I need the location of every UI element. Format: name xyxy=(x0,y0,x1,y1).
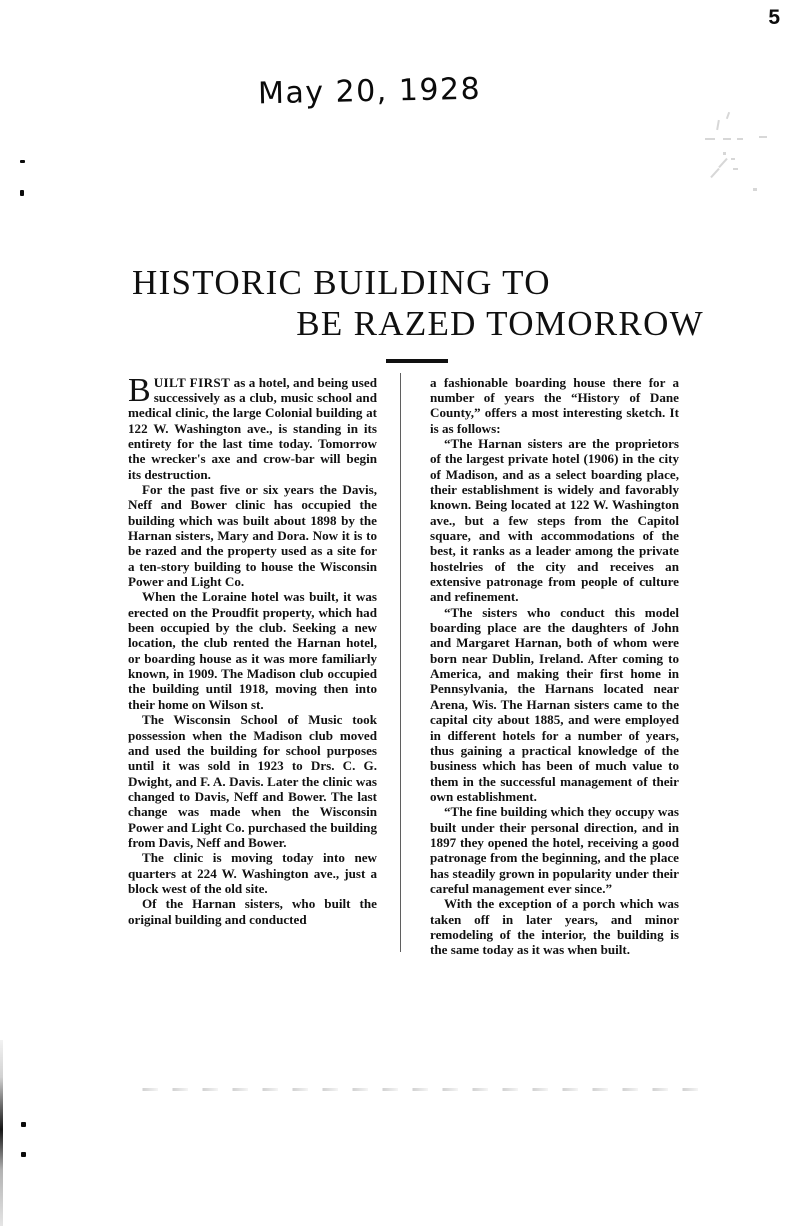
headline-line-1: HISTORIC BUILDING TO xyxy=(132,263,551,302)
paragraph-text: as a hotel, and being used successively as a club, music school and medical clinic, the large Colonial building at 122 W. Washington ave., is standing in its entirety for the last time today. Tomorrow the wrecker's axe and crow-bar will begin its destruction. xyxy=(128,374,377,482)
paragraph: a fashionable boarding house there for a number of years the “History of Dane County,” offers a most interesting sketch. It is as follows: xyxy=(430,374,679,436)
clipping-bottom-edge xyxy=(128,1088,706,1091)
paragraph: The clinic is moving today into new quarters at 224 W. Washington ave., just a block west of the old site. xyxy=(128,850,377,896)
paragraph: “The fine building which they occupy was built under their personal direction, and in 1897 they opened the hotel, receiving a good patronage from the beginning, and the place has steadily grown in popularity under their careful management ever since.” xyxy=(430,804,679,896)
headline-divider-rule xyxy=(386,359,448,363)
lead-in-caps: UILT FIRST xyxy=(153,374,231,390)
article-columns xyxy=(128,371,706,958)
paragraph xyxy=(128,371,377,482)
paragraph: When the Loraine hotel was built, it was erected on the Proudfit property, which had been occupied by the club. Seeking a new location, the club rented the Harnan hotel, or boarding house as it was more familiarly known, in 1909. The Madison club occupied the building until 1918, moving then into their home on Wilson st. xyxy=(128,589,377,712)
paragraph: For the past five or six years the Davis, Neff and Bower clinic has occupied the building which was built about 1898 by the Harnan sisters, Mary and Dora. Now it is to be razed and the property used as a site for a ten-story building to house the Wisconsin Power and Light Co. xyxy=(128,482,377,590)
article-left-column xyxy=(128,371,401,958)
headline-line-2: BE RAZED TOMORROW xyxy=(296,304,704,344)
handwritten-date-text: May 20, 1928 xyxy=(257,71,482,112)
paragraph: “The Harnan sisters are the proprietors of the largest private hotel (1906) in the city of Madison, and as a select boarding place, their establishment is widely and favorably known. Being located at 122 W. Washington ave., but a few steps from the Capitol square, and with accommodations of the best, it ranks as a leader among the private hostelries of the city and receives an extensive patronage from people of culture and refinement. xyxy=(430,435,679,605)
scan-speck xyxy=(20,190,24,196)
scan-speck xyxy=(21,1152,26,1157)
article-headline xyxy=(128,262,706,345)
paragraph: With the exception of a porch which was taken off in later years, and minor remodeling of the interior, the building is the same today as it was when built. xyxy=(430,896,679,958)
article-right-column xyxy=(401,375,679,958)
handwritten-date-annotation xyxy=(258,72,482,112)
paragraph: The Wisconsin School of Music took possession when the Madison club moved and used the building for school purposes until it was sold in 1923 to Drs. C. G. Dwight, and F. A. Davis. Later the clinic was changed to Davis, Neff and Bower. The last change was made when the Wisconsin Power and Light Co. purchased the building from Davis, Neff and Bower. xyxy=(128,712,377,850)
pencil-scribble-marks xyxy=(705,112,785,182)
page-number: 5 xyxy=(768,6,780,29)
scan-edge-shadow xyxy=(0,1040,3,1226)
column-divider-rule xyxy=(400,373,401,952)
scan-speck xyxy=(20,160,25,163)
scan-speck xyxy=(21,1122,26,1127)
drop-cap: B xyxy=(128,371,151,409)
paragraph: “The sisters who conduct this model boarding place are the daughters of John and Margaret Harnan, both of whom were born near Dublin, Ireland. After coming to America, and making their first home in Pennsylvania, the Harnans located near Arena, Wis. The Harnan sisters came to the capital city about 1885, and were employed in different hotels for a number of years, thus gaining a practical knowledge of the business which has been of much value to them in the successful management of their own establishment. xyxy=(430,604,679,804)
paragraph: Of the Harnan sisters, who built the original building and conducted xyxy=(128,896,377,927)
newspaper-clipping xyxy=(128,262,706,958)
